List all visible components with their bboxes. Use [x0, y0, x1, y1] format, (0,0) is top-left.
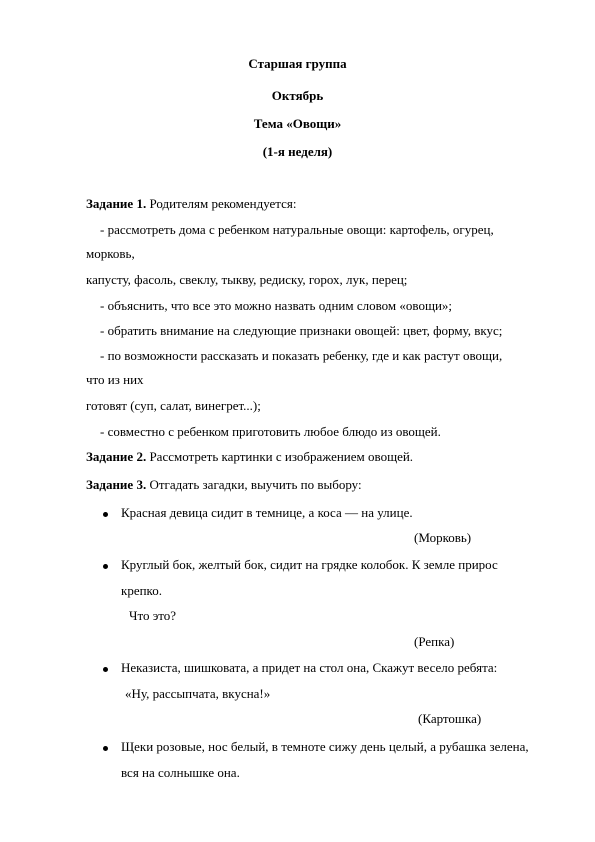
task1-line: морковь,: [86, 246, 135, 261]
riddle-text: крепко.: [121, 583, 162, 598]
header-month: Октябрь: [271, 88, 324, 103]
task1-line: капусту, фасоль, свеклу, тыкву, редиску, горох, лук, перец;: [86, 272, 408, 287]
task1-line: - совместно с ребенком приготовить любое блюдо из овощей.: [100, 424, 441, 439]
riddle-text: Неказиста, шишковата, а придет на стол она, Скажут весело ребята:: [121, 660, 498, 675]
riddle-text: Красная девица сидит в темнице, а коса — на улице.: [121, 505, 413, 520]
task2-heading: [86, 449, 413, 465]
riddle-answer: (Репка): [414, 634, 455, 649]
task1-heading: [86, 196, 297, 212]
task1-line: - обратить внимание на следующие признаки овощей: цвет, форму, вкус;: [100, 323, 503, 338]
task1-label: Задание 1.: [86, 196, 147, 211]
task1-intro: Родителям рекомендуется:: [149, 196, 297, 211]
riddle-answer: (Картошка): [418, 711, 482, 726]
task3-text: Отгадать загадки, выучить по выбору:: [149, 477, 362, 492]
riddle-answer: (Морковь): [414, 530, 472, 545]
bullet-icon: [103, 667, 108, 672]
task1-line: - рассмотреть дома с ребенком натуральные овощи: картофель, огурец,: [100, 222, 494, 237]
header-week: (1-я неделя): [262, 144, 333, 159]
task2-text: Рассмотреть картинки с изображением овощей.: [149, 449, 414, 464]
header-theme: Тема «Овощи»: [253, 116, 342, 131]
bullet-icon: [103, 746, 108, 751]
task1-line: - по возможности рассказать и показать ребенку, где и как растут овощи,: [100, 348, 503, 363]
bullet-icon: [103, 512, 108, 517]
header-group: Старшая группа: [248, 56, 347, 71]
task1-line: готовят (суп, салат, винегрет...);: [86, 398, 261, 413]
riddle-text: Щеки розовые, нос белый, в темноте сижу день целый, а рубашка зелена,: [121, 739, 529, 754]
riddle-text: Круглый бок, желтый бок, сидит на грядке колобок. К земле прирос: [121, 557, 498, 572]
riddle-text: Что это?: [129, 608, 177, 623]
task3-label: Задание 3.: [86, 477, 147, 492]
task3-heading: [86, 477, 362, 493]
riddle-text: «Ну, рассыпчата, вкусна!»: [125, 686, 271, 701]
task2-label: Задание 2.: [86, 449, 147, 464]
task1-line: - объяснить, что все это можно назвать одним словом «овощи»;: [100, 298, 453, 313]
bullet-icon: [103, 564, 108, 569]
riddle-text: вся на солнышке она.: [121, 765, 240, 780]
task1-line: что из них: [86, 372, 144, 387]
